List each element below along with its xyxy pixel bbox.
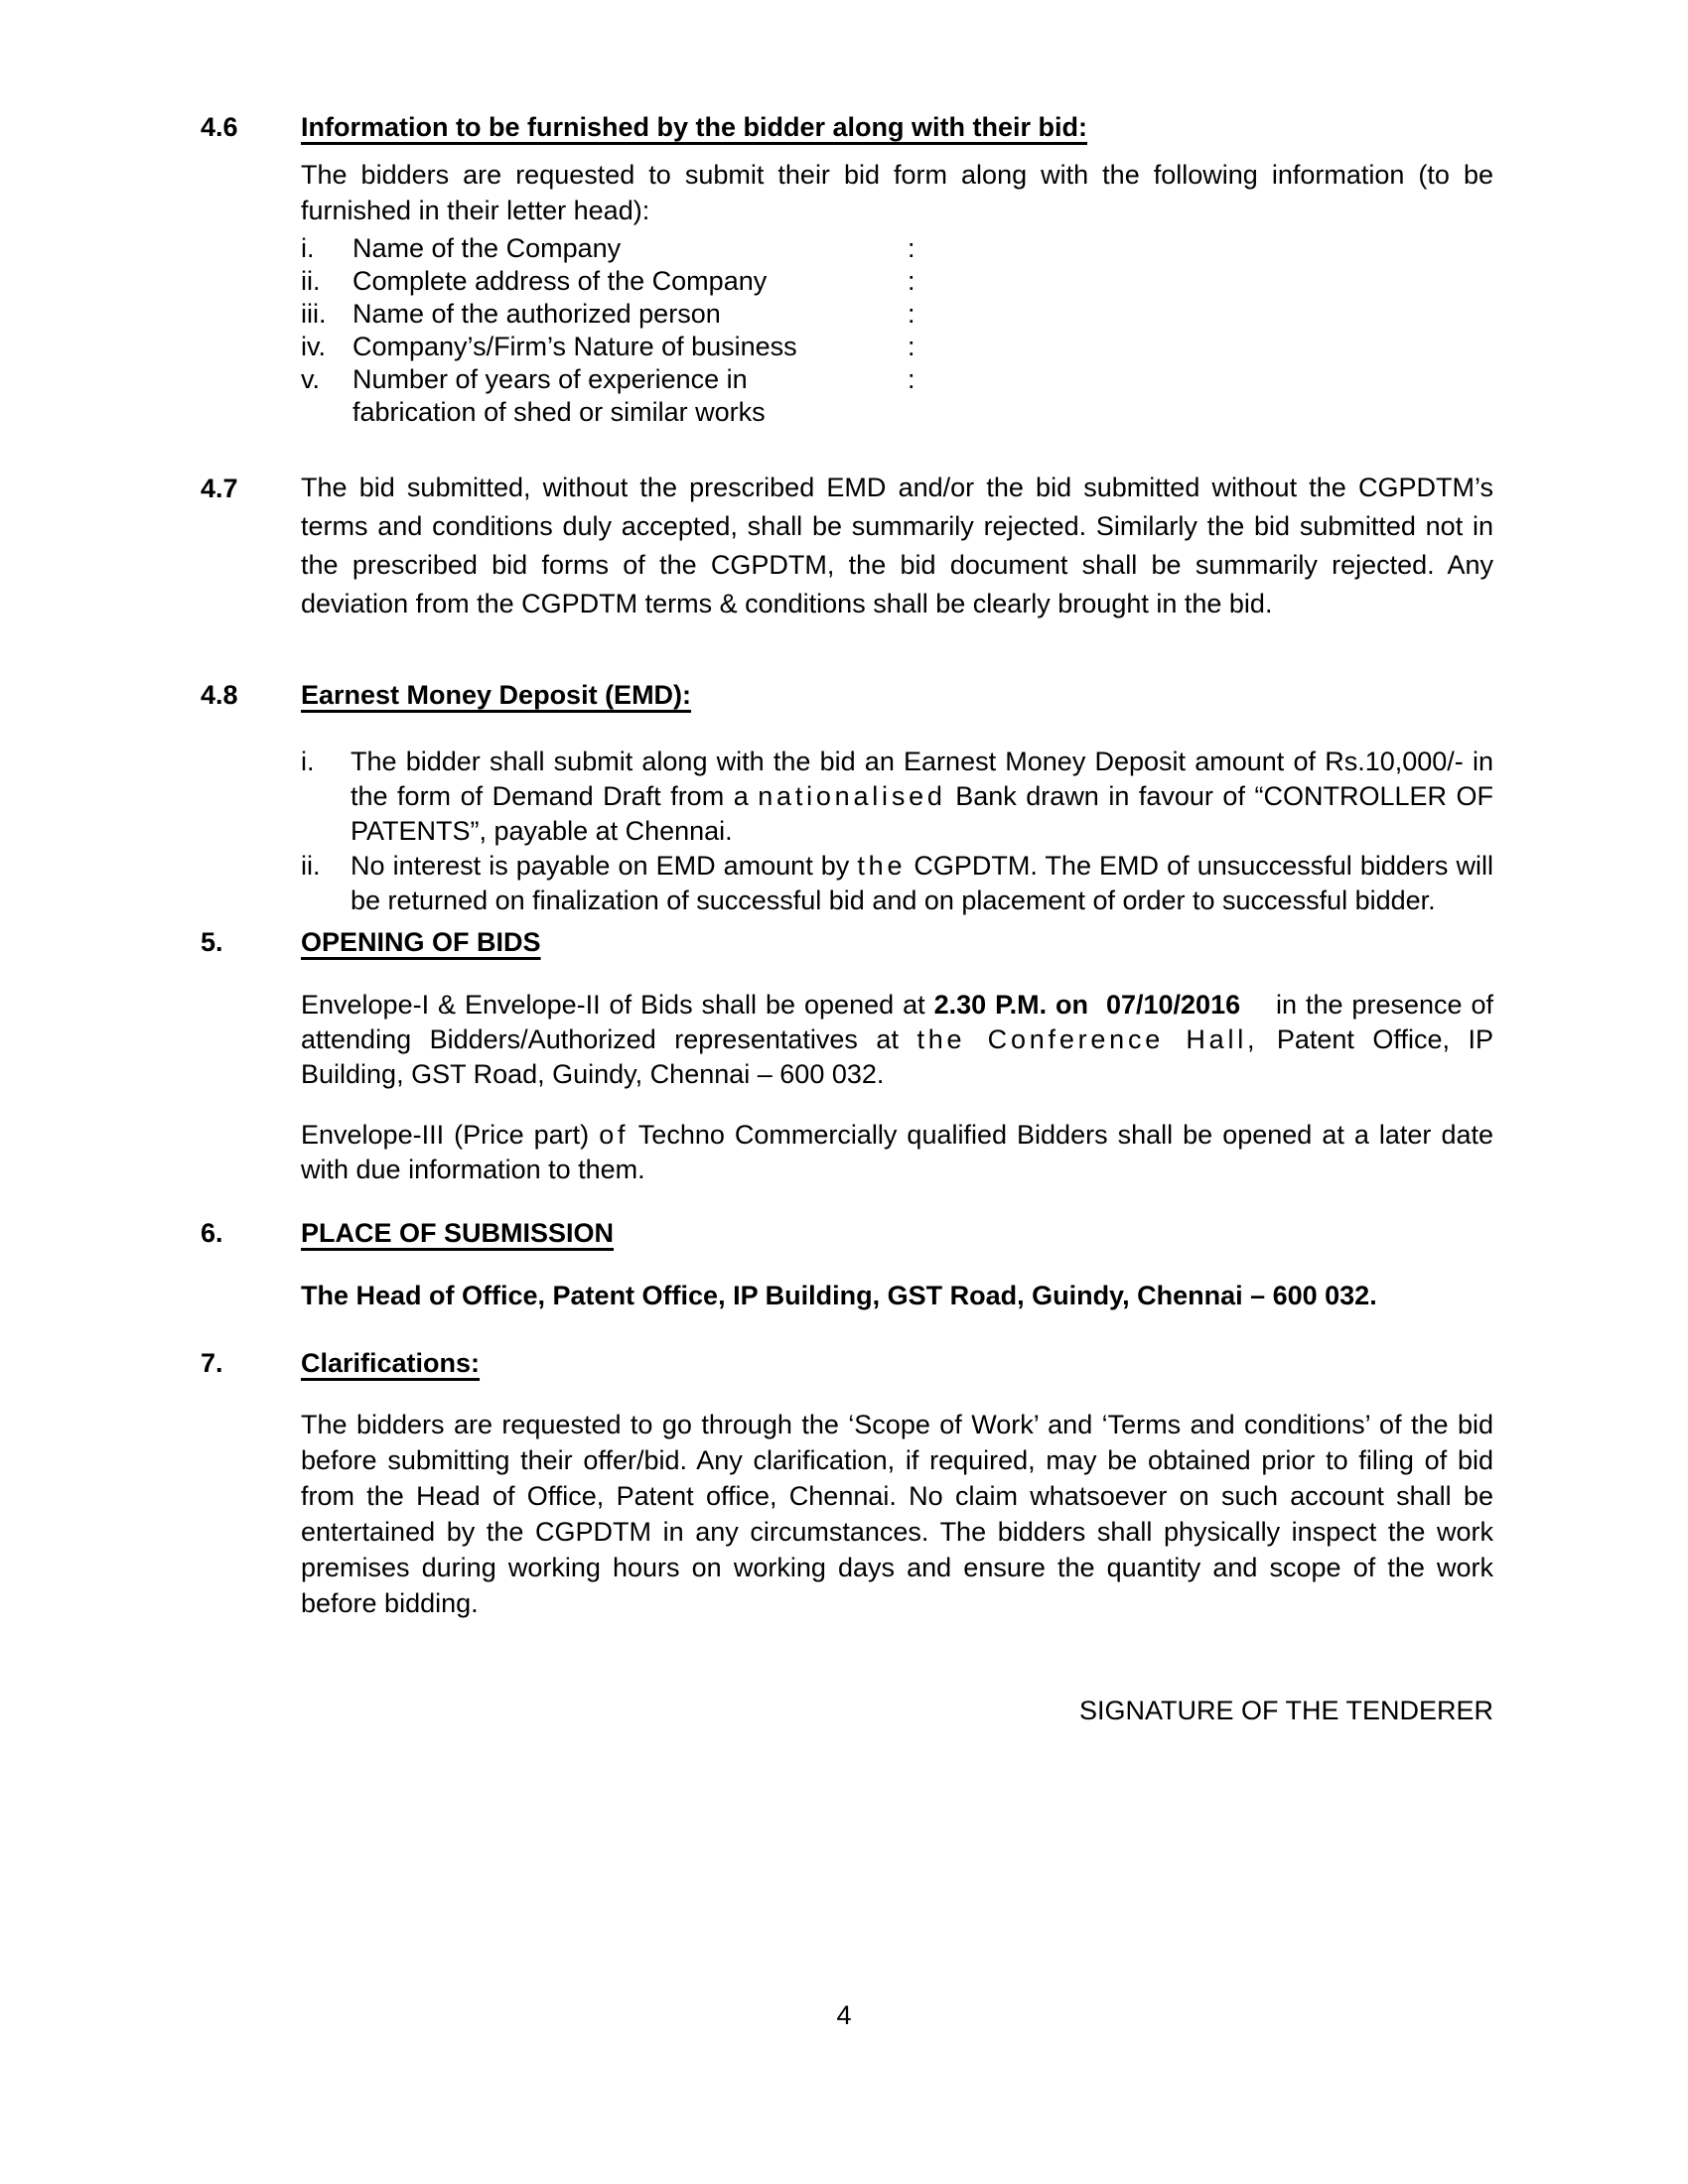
text-run: the Conference Hall,	[916, 1024, 1259, 1054]
section-5-number: 5.	[201, 927, 223, 957]
list-item	[301, 298, 1493, 331]
list-item-numeral: v.	[301, 364, 320, 394]
section-7-number: 7.	[201, 1348, 223, 1378]
section-5-paragraph-1	[301, 988, 1493, 1092]
section-6-heading-line	[301, 1213, 1493, 1253]
section-4-6-heading-line	[301, 107, 1493, 147]
list-item-text	[351, 849, 1493, 918]
list-item-colon: :	[908, 266, 915, 296]
page-content	[201, 107, 1493, 1728]
list-item-colon: :	[908, 233, 915, 263]
list-item-numeral: ii.	[301, 851, 321, 881]
list-item	[301, 331, 1493, 363]
submission-address: The Head of Office, Patent Office, IP Building, GST Road, Guindy, Chennai – 600 032.	[301, 1281, 1377, 1310]
bidder-info-list	[301, 232, 1493, 429]
list-item-numeral: i.	[301, 233, 315, 263]
text-run: Envelope-I & Envelope-II of Bids shall be opened at	[301, 990, 934, 1020]
list-item-numeral: iv.	[301, 332, 326, 361]
text-run: Patent Office, IP Building, GST Road, Guindy, Chennai – 600 032.	[301, 1024, 1493, 1089]
section-4-7-paragraph: The bid submitted, without the prescribed EMD and/or the bid submitted without the CGPDTM’s terms and conditions duly accepted, shall be summarily rejected. Similarly the bid submitted not in the prescribed bid forms of the CGPDTM, the bid document shall be summarily rejected. Any deviation from the CGPDTM terms & conditions shall be clearly brought in the bid.	[301, 473, 1493, 618]
list-item	[301, 232, 1493, 265]
section-4-7	[201, 469, 1493, 623]
section-4-8-heading-line	[301, 675, 1493, 715]
list-item-numeral-empty	[301, 396, 352, 429]
page-number: 4	[836, 2000, 852, 2030]
section-4-6-number: 4.6	[201, 112, 238, 142]
section-4-8-number: 4.8	[201, 680, 238, 710]
section-4-8	[201, 675, 1493, 918]
section-6-number: 6.	[201, 1218, 223, 1248]
section-4-7-number: 4.7	[201, 474, 238, 503]
signature-text: SIGNATURE OF THE TENDERER	[1078, 1696, 1493, 1725]
list-item-label: Company’s/Firm’s Nature of business	[352, 332, 797, 361]
list-item-label: Name of the Company	[352, 233, 622, 263]
emd-list	[301, 745, 1493, 918]
list-item-label: fabrication of shed or similar works	[352, 397, 766, 427]
text-run: nationalised	[758, 781, 946, 811]
text-run: CGPDTM. The EMD of unsuccessful bidders will be returned on finalization of successful bid and on placement of order to successful bidder.	[351, 851, 1494, 915]
text-run: The bidder shall submit along with the bid an Earnest Money Deposit amount of Rs.10,000/- in the form of Demand Draft from a	[351, 747, 1493, 811]
list-item	[301, 265, 1493, 298]
section-4-6-intro: The bidders are requested to submit their bid form along with the following information (to be furnished in their letter head):	[301, 160, 1493, 225]
list-item-numeral: i.	[301, 747, 315, 776]
section-6	[201, 1213, 1493, 1313]
list-item	[301, 745, 1493, 849]
list-item-label: Number of years of experience in	[352, 364, 748, 394]
list-item	[301, 849, 1493, 918]
list-item-colon: :	[908, 364, 915, 394]
text-run: Bank drawn in favour of “CONTROLLER OF PATENTS”, payable at Chennai.	[351, 781, 1493, 846]
text-run: of	[599, 1120, 630, 1150]
list-item-text	[351, 745, 1493, 849]
section-5-paragraph-2	[301, 1118, 1493, 1187]
text-run: Envelope-III (Price part)	[301, 1120, 600, 1150]
list-item	[301, 363, 1493, 396]
text-run: 2.30 P.M. on 07/10/2016	[933, 990, 1241, 1020]
clarifications-paragraph: The bidders are requested to go through the ‘Scope of Work’ and ‘Terms and conditions’ of the bid before submitting their offer/bid. Any clarification, if required, may be obtained prior to filing of bid from the Head of Office, Patent office, Chennai. No claim whatsoever on such account shall be entertained by the CGPDTM in any circumstances. The bidders shall physically inspect the work premises during working hours on working days and ensure the quantity and scope of the work before bidding.	[301, 1410, 1493, 1618]
section-7-heading-line	[301, 1343, 1493, 1383]
signature-line	[201, 1693, 1493, 1728]
section-5-heading: OPENING OF BIDS	[301, 927, 541, 957]
section-7	[201, 1343, 1493, 1621]
list-item-label: Complete address of the Company	[352, 266, 768, 296]
text-run: in the presence of attending Bidders/Authorized representatives at	[301, 990, 1493, 1054]
section-4-6	[201, 107, 1493, 429]
list-item-colon: :	[908, 299, 915, 329]
text-run: Techno Commercially qualified Bidders shall be opened at a later date with due information to them.	[301, 1120, 1493, 1184]
section-4-8-heading: Earnest Money Deposit (EMD):	[301, 680, 692, 710]
list-item-continuation	[301, 396, 1493, 429]
text-run: No interest is payable on EMD amount by	[351, 851, 858, 881]
list-item-colon: :	[908, 332, 915, 361]
list-item-numeral: iii.	[301, 299, 327, 329]
list-item-numeral: ii.	[301, 266, 321, 296]
section-5-heading-line	[301, 922, 1493, 962]
list-item-label: Name of the authorized person	[352, 299, 721, 329]
section-4-6-heading: Information to be furnished by the bidder along with their bid:	[301, 112, 1087, 142]
section-6-heading: PLACE OF SUBMISSION	[301, 1218, 615, 1248]
text-run: the	[857, 851, 907, 881]
section-5	[201, 922, 1493, 1187]
section-7-heading: Clarifications:	[301, 1348, 481, 1378]
